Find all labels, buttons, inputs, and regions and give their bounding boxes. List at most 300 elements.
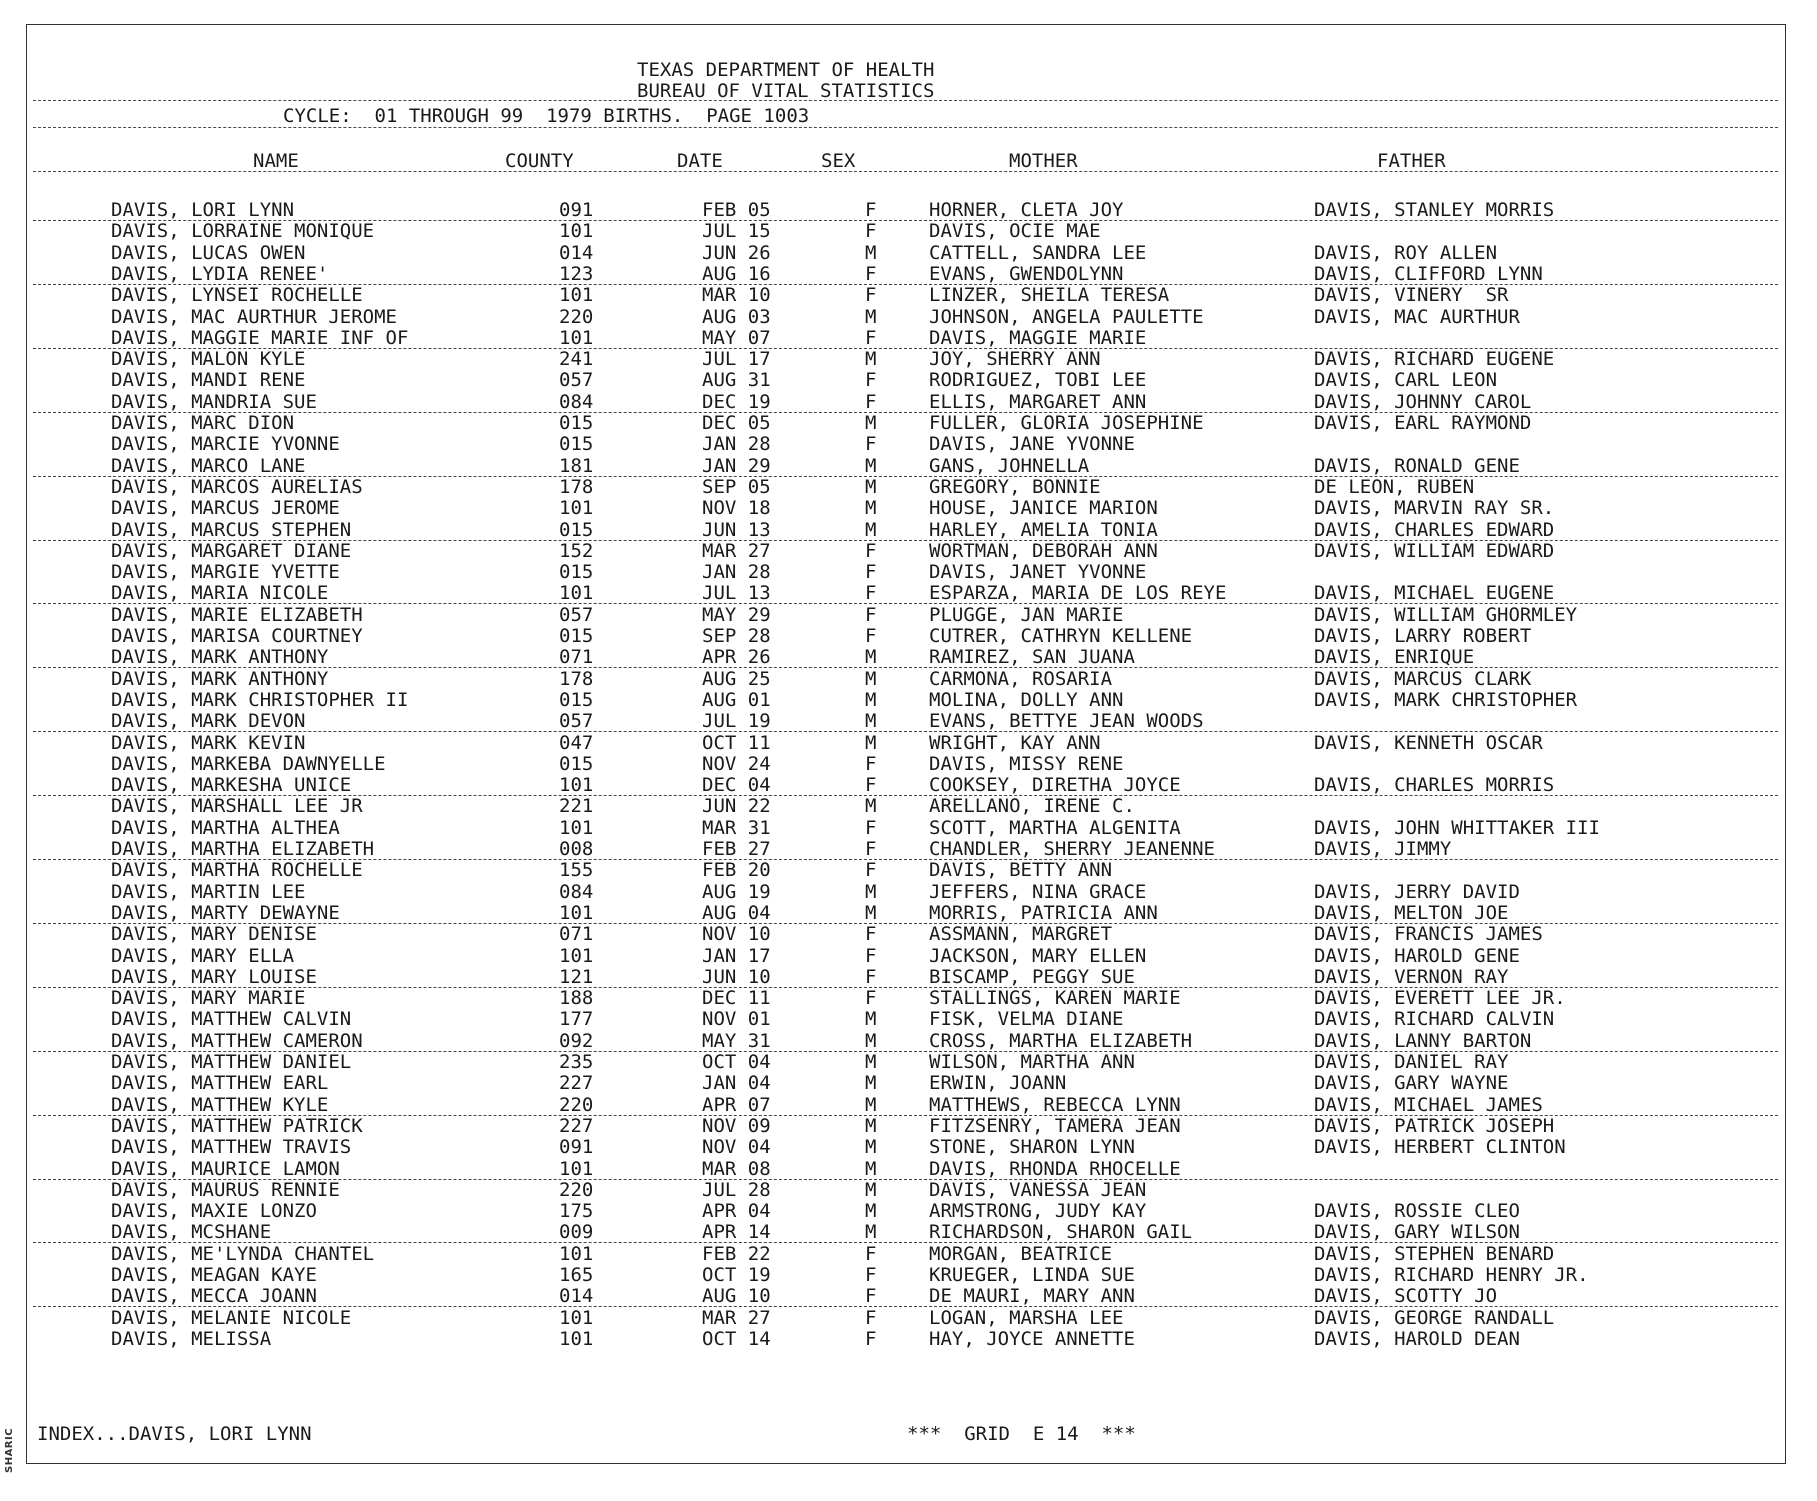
cell-mother: WILSON, MARTHA ANN — [929, 1051, 1135, 1073]
cell-sex: M — [865, 454, 877, 477]
cell-father: DAVIS, WILLIAM GHORMLEY — [1314, 603, 1578, 626]
cell-name: DAVIS, MARK ANTHONY — [111, 646, 329, 669]
cell-sex: M — [865, 475, 877, 498]
cell-father: DAVIS, JOHNNY CAROL — [1314, 390, 1532, 413]
cell-sex: F — [865, 625, 877, 647]
cell-sex: F — [865, 433, 877, 456]
cell-county: 057 — [559, 603, 594, 626]
cell-sex: M — [865, 1029, 877, 1052]
cell-county: 101 — [559, 901, 594, 924]
cell-father: DAVIS, JIMMY — [1314, 838, 1452, 860]
table-row — [27, 413, 1787, 434]
cell-county: 101 — [559, 1242, 594, 1265]
report-subtitle: BUREAU OF VITAL STATISTICS — [637, 80, 935, 102]
cell-mother: JOHNSON, ANGELA PAULETTE — [929, 305, 1204, 328]
cell-county: 047 — [559, 731, 594, 754]
cell-county: 091 — [559, 199, 594, 221]
cell-sex: M — [865, 795, 877, 818]
cell-mother: MORRIS, PATRICIA ANN — [929, 901, 1158, 924]
cell-father: DAVIS, EVERETT LEE JR. — [1314, 987, 1566, 1010]
cell-father: DAVIS, MARCUS CLARK — [1314, 667, 1532, 690]
cell-county: 071 — [559, 646, 594, 669]
cell-mother: CROSS, MARTHA ELIZABETH — [929, 1029, 1193, 1052]
table-row — [27, 1265, 1787, 1286]
cell-father: DAVIS, RICHARD HENRY JR. — [1314, 1264, 1589, 1286]
cell-mother: ASSMANN, MARGRET — [929, 923, 1113, 946]
cell-name: DAVIS, LUCAS OWEN — [111, 241, 306, 264]
cell-name: DAVIS, MECCA JOANN — [111, 1285, 317, 1308]
cell-mother: DE MAURI, MARY ANN — [929, 1285, 1135, 1308]
table-row — [27, 605, 1787, 626]
table-row — [27, 1031, 1787, 1052]
cell-mother: MATTHEWS, REBECCA LYNN — [929, 1093, 1181, 1116]
cell-name: DAVIS, MARGIE YVETTE — [111, 561, 340, 584]
cell-sex: F — [865, 859, 877, 882]
cell-date: JAN 28 — [702, 433, 771, 456]
cell-father: DAVIS, MELTON JOE — [1314, 901, 1509, 924]
table-row — [27, 264, 1787, 285]
cell-mother: STONE, SHARON LYNN — [929, 1136, 1135, 1159]
cell-mother: PLUGGE, JAN MARIE — [929, 603, 1124, 626]
table-row — [27, 967, 1787, 988]
cell-name: DAVIS, MATTHEW KYLE — [111, 1093, 329, 1116]
cell-county: 057 — [559, 710, 594, 733]
cell-mother: GREGORY, BONNIE — [929, 475, 1101, 498]
cell-county: 101 — [559, 326, 594, 349]
cell-date: MAR 31 — [702, 816, 771, 839]
cell-date: JUL 15 — [702, 220, 771, 243]
cell-date: MAY 07 — [702, 326, 771, 349]
cell-father: DAVIS, WILLIAM EDWARD — [1314, 539, 1555, 562]
cell-name: DAVIS, MARKEBA DAWNYELLE — [111, 752, 386, 775]
cell-date: FEB 05 — [702, 199, 771, 221]
cell-father: DAVIS, EARL RAYMOND — [1314, 412, 1532, 434]
cell-county: 101 — [559, 1306, 594, 1329]
cell-father: DAVIS, GARY WAYNE — [1314, 1072, 1509, 1095]
table-row — [27, 221, 1787, 242]
cell-name: DAVIS, MCSHANE — [111, 1221, 272, 1244]
cell-mother: JOY, SHERRY ANN — [929, 348, 1101, 371]
cell-father: DAVIS, CARL LEON — [1314, 369, 1498, 392]
cell-name: DAVIS, MARY MARIE — [111, 987, 306, 1010]
cell-date: NOV 10 — [702, 923, 771, 946]
side-tag: SHARIC — [4, 1427, 15, 1473]
cell-sex: M — [865, 1114, 877, 1137]
cell-county: 015 — [559, 412, 594, 434]
cell-sex: F — [865, 326, 877, 349]
cell-father: DAVIS, PATRICK JOSEPH — [1314, 1114, 1555, 1137]
cell-mother: GANS, JOHNELLA — [929, 454, 1090, 477]
table-row — [27, 669, 1787, 690]
cell-date: APR 14 — [702, 1221, 771, 1244]
cell-name: DAVIS, LYDIA RENEE' — [111, 262, 329, 285]
cell-name: DAVIS, MARK ANTHONY — [111, 667, 329, 690]
cell-sex: F — [865, 965, 877, 988]
table-row — [27, 1180, 1787, 1201]
cell-county: 181 — [559, 454, 594, 477]
cell-date: AUG 10 — [702, 1285, 771, 1308]
cell-county: 101 — [559, 774, 594, 797]
table-row — [27, 1095, 1787, 1116]
cell-mother: RODRIGUEZ, TOBI LEE — [929, 369, 1147, 392]
cell-sex: M — [865, 1093, 877, 1116]
cell-name: DAVIS, MELANIE NICOLE — [111, 1306, 352, 1329]
footer-index: INDEX...DAVIS, LORI LYNN — [37, 1423, 312, 1445]
cell-mother: JACKSON, MARY ELLEN — [929, 944, 1147, 967]
cell-county: 227 — [559, 1072, 594, 1095]
cell-date: DEC 04 — [702, 774, 771, 797]
cell-county: 101 — [559, 284, 594, 307]
cell-father: DAVIS, CHARLES MORRIS — [1314, 774, 1555, 797]
cell-mother: RAMIREZ, SAN JUANA — [929, 646, 1135, 669]
table-row — [27, 1308, 1787, 1329]
cell-county: 084 — [559, 880, 594, 903]
cell-name: DAVIS, MATTHEW DANIEL — [111, 1051, 352, 1073]
table-row — [27, 307, 1787, 328]
table-row — [27, 711, 1787, 732]
cell-sex: F — [865, 1327, 877, 1350]
cell-date: JAN 28 — [702, 561, 771, 584]
cell-name: DAVIS, MARTHA ROCHELLE — [111, 859, 363, 882]
cell-father: DAVIS, MAC AURTHUR — [1314, 305, 1520, 328]
cell-mother: EVANS, BETTYE JEAN WOODS — [929, 710, 1204, 733]
cell-date: SEP 05 — [702, 475, 771, 498]
cell-date: JUL 17 — [702, 348, 771, 371]
cell-date: FEB 20 — [702, 859, 771, 882]
cell-mother: FULLER, GLORIA JOSEPHINE — [929, 412, 1204, 434]
cell-county: 071 — [559, 923, 594, 946]
cell-county: 101 — [559, 1157, 594, 1180]
cell-sex: M — [865, 1051, 877, 1073]
cell-date: OCT 11 — [702, 731, 771, 754]
cell-father: DAVIS, HAROLD DEAN — [1314, 1327, 1520, 1350]
cell-date: JUL 19 — [702, 710, 771, 733]
table-row — [27, 839, 1787, 860]
table-row — [27, 754, 1787, 775]
cell-mother: ARELLANO, IRENE C. — [929, 795, 1135, 818]
cell-sex: F — [865, 923, 877, 946]
table-row — [27, 349, 1787, 370]
cell-mother: ELLIS, MARGARET ANN — [929, 390, 1147, 413]
cell-county: 155 — [559, 859, 594, 882]
table-row — [27, 1329, 1787, 1350]
cell-father: DAVIS, STEPHEN BENARD — [1314, 1242, 1555, 1265]
cell-mother: KRUEGER, LINDA SUE — [929, 1264, 1135, 1286]
cell-sex: M — [865, 1221, 877, 1244]
cell-sex: M — [865, 688, 877, 711]
cell-sex: M — [865, 1157, 877, 1180]
cell-name: DAVIS, MARY LOUISE — [111, 965, 317, 988]
cell-sex: F — [865, 838, 877, 860]
cell-county: 015 — [559, 518, 594, 541]
cell-date: FEB 22 — [702, 1242, 771, 1265]
cell-sex: F — [865, 774, 877, 797]
table-row — [27, 456, 1787, 477]
cell-father: DAVIS, RICHARD CALVIN — [1314, 1008, 1555, 1031]
table-row — [27, 370, 1787, 391]
cell-sex: F — [865, 369, 877, 392]
cell-name: DAVIS, MAURICE LAMON — [111, 1157, 340, 1180]
cell-date: JUL 13 — [702, 582, 771, 605]
cell-county: 220 — [559, 1178, 594, 1201]
cell-name: DAVIS, MARIA NICOLE — [111, 582, 329, 605]
cell-mother: LOGAN, MARSHA LEE — [929, 1306, 1124, 1329]
header-rule-top — [33, 100, 1778, 101]
cell-mother: EVANS, GWENDOLYNN — [929, 262, 1124, 285]
cell-name: DAVIS, MARY ELLA — [111, 944, 295, 967]
cell-father: DAVIS, KENNETH OSCAR — [1314, 731, 1543, 754]
cell-name: DAVIS, MARY DENISE — [111, 923, 317, 946]
cell-mother: HAY, JOYCE ANNETTE — [929, 1327, 1135, 1350]
cell-county: 009 — [559, 1221, 594, 1244]
cell-sex: M — [865, 880, 877, 903]
cell-name: DAVIS, MARCO LANE — [111, 454, 306, 477]
column-header-name: NAME — [253, 150, 299, 172]
cell-sex: M — [865, 1136, 877, 1159]
cell-county: 227 — [559, 1114, 594, 1137]
table-row — [27, 243, 1787, 264]
cell-father: DAVIS, SCOTTY JO — [1314, 1285, 1498, 1308]
cell-sex: F — [865, 561, 877, 584]
cell-date: JUN 10 — [702, 965, 771, 988]
cell-mother: DAVIS, JANET YVONNE — [929, 561, 1147, 584]
cell-date: AUG 01 — [702, 688, 771, 711]
cell-mother: WRIGHT, KAY ANN — [929, 731, 1101, 754]
table-row — [27, 626, 1787, 647]
cell-name: DAVIS, LORI LYNN — [111, 199, 295, 221]
cell-sex: M — [865, 348, 877, 371]
cell-mother: RICHARDSON, SHARON GAIL — [929, 1221, 1193, 1244]
cell-date: AUG 03 — [702, 305, 771, 328]
cell-name: DAVIS, MARGARET DIANE — [111, 539, 352, 562]
cell-sex: F — [865, 539, 877, 562]
cell-father: DAVIS, ENRIQUE — [1314, 646, 1475, 669]
cell-date: MAR 27 — [702, 539, 771, 562]
cell-mother: DAVIS, RHONDA RHOCELLE — [929, 1157, 1181, 1180]
cell-county: 175 — [559, 1200, 594, 1223]
cell-name: DAVIS, ME'LYNDA CHANTEL — [111, 1242, 375, 1265]
header-rule-mid — [33, 127, 1778, 128]
cell-mother: FITZSENRY, TAMERA JEAN — [929, 1114, 1181, 1137]
cell-father: DAVIS, MARK CHRISTOPHER — [1314, 688, 1578, 711]
cell-father: DAVIS, MICHAEL EUGENE — [1314, 582, 1555, 605]
cell-mother: ESPARZA, MARIA DE LOS REYE — [929, 582, 1227, 605]
cell-date: OCT 19 — [702, 1264, 771, 1286]
cell-name: DAVIS, MAURUS RENNIE — [111, 1178, 340, 1201]
cell-sex: F — [865, 220, 877, 243]
cell-mother: MOLINA, DOLLY ANN — [929, 688, 1124, 711]
cell-county: 235 — [559, 1051, 594, 1073]
cell-county: 178 — [559, 475, 594, 498]
cell-county: 188 — [559, 987, 594, 1010]
cell-sex: M — [865, 412, 877, 434]
cell-date: AUG 31 — [702, 369, 771, 392]
column-header-mother: MOTHER — [1009, 150, 1078, 172]
table-row — [27, 583, 1787, 604]
cell-name: DAVIS, MELISSA — [111, 1327, 272, 1350]
cell-date: JAN 29 — [702, 454, 771, 477]
table-row — [27, 1201, 1787, 1222]
table-row — [27, 1009, 1787, 1030]
cell-father: DAVIS, CHARLES EDWARD — [1314, 518, 1555, 541]
cell-sex: F — [865, 1242, 877, 1265]
table-row — [27, 392, 1787, 413]
table-row — [27, 1052, 1787, 1073]
cell-name: DAVIS, MARK DEVON — [111, 710, 306, 733]
cell-county: 101 — [559, 220, 594, 243]
cell-name: DAVIS, MARTIN LEE — [111, 880, 306, 903]
cell-father: DAVIS, RONALD GENE — [1314, 454, 1520, 477]
cell-name: DAVIS, MARCUS JEROME — [111, 497, 340, 520]
cell-date: NOV 18 — [702, 497, 771, 520]
table-row — [27, 1137, 1787, 1158]
cell-county: 057 — [559, 369, 594, 392]
cell-sex: M — [865, 1200, 877, 1223]
cell-name: DAVIS, MARKESHA UNICE — [111, 774, 352, 797]
cell-mother: DAVIS, OCIE MAE — [929, 220, 1101, 243]
cell-sex: M — [865, 1072, 877, 1095]
table-row — [27, 733, 1787, 754]
table-row — [27, 1244, 1787, 1265]
cell-date: AUG 19 — [702, 880, 771, 903]
cell-county: 015 — [559, 625, 594, 647]
cell-name: DAVIS, LYNSEI ROCHELLE — [111, 284, 363, 307]
cell-date: OCT 14 — [702, 1327, 771, 1350]
table-row — [27, 541, 1787, 562]
table-row — [27, 1116, 1787, 1137]
cell-county: 015 — [559, 433, 594, 456]
cell-county: 101 — [559, 816, 594, 839]
cell-father: DAVIS, FRANCIS JAMES — [1314, 923, 1543, 946]
cell-father: DAVIS, STANLEY MORRIS — [1314, 199, 1555, 221]
cell-sex: F — [865, 284, 877, 307]
cell-name: DAVIS, MARC DION — [111, 412, 295, 434]
cell-county: 178 — [559, 667, 594, 690]
cell-sex: F — [865, 603, 877, 626]
cell-date: NOV 09 — [702, 1114, 771, 1137]
cell-county: 101 — [559, 944, 594, 967]
cell-father: DAVIS, CLIFFORD LYNN — [1314, 262, 1543, 285]
cell-mother: MORGAN, BEATRICE — [929, 1242, 1113, 1265]
cell-date: AUG 16 — [702, 262, 771, 285]
cell-sex: F — [865, 987, 877, 1010]
cell-sex: M — [865, 497, 877, 520]
cell-county: 177 — [559, 1008, 594, 1031]
cell-county: 014 — [559, 241, 594, 264]
cell-sex: F — [865, 944, 877, 967]
cell-date: NOV 04 — [702, 1136, 771, 1159]
cell-mother: CARMONA, ROSARIA — [929, 667, 1113, 690]
cell-mother: ARMSTRONG, JUDY KAY — [929, 1200, 1147, 1223]
cell-name: DAVIS, MATTHEW TRAVIS — [111, 1136, 352, 1159]
cell-name: DAVIS, MARK CHRISTOPHER II — [111, 688, 409, 711]
cell-county: 241 — [559, 348, 594, 371]
cell-date: AUG 25 — [702, 667, 771, 690]
cell-mother: DAVIS, JANE YVONNE — [929, 433, 1135, 456]
cell-mother: DAVIS, MAGGIE MARIE — [929, 326, 1147, 349]
cell-date: MAY 29 — [702, 603, 771, 626]
cell-county: 220 — [559, 1093, 594, 1116]
cell-county: 015 — [559, 688, 594, 711]
table-row — [27, 200, 1787, 221]
document-sheet — [26, 24, 1786, 1464]
table-row — [27, 946, 1787, 967]
cell-date: MAY 31 — [702, 1029, 771, 1052]
cell-name: DAVIS, MEAGAN KAYE — [111, 1264, 317, 1286]
table-row — [27, 1159, 1787, 1180]
cell-name: DAVIS, MARK KEVIN — [111, 731, 306, 754]
cell-sex: F — [865, 752, 877, 775]
cell-name: DAVIS, MARTY DEWAYNE — [111, 901, 340, 924]
cell-date: APR 07 — [702, 1093, 771, 1116]
table-row — [27, 328, 1787, 349]
cell-name: DAVIS, LORRAINE MONIQUE — [111, 220, 375, 243]
cell-county: 084 — [559, 390, 594, 413]
cell-county: 152 — [559, 539, 594, 562]
cell-date: MAR 27 — [702, 1306, 771, 1329]
cell-sex: F — [865, 816, 877, 839]
cell-county: 220 — [559, 305, 594, 328]
cell-mother: JEFFERS, NINA GRACE — [929, 880, 1147, 903]
cell-father: DAVIS, HERBERT CLINTON — [1314, 1136, 1566, 1159]
cell-date: FEB 27 — [702, 838, 771, 860]
cell-sex: M — [865, 901, 877, 924]
cell-sex: F — [865, 1285, 877, 1308]
cell-mother: FISK, VELMA DIANE — [929, 1008, 1124, 1031]
table-row — [27, 647, 1787, 668]
cell-county: 101 — [559, 1327, 594, 1350]
cell-county: 221 — [559, 795, 594, 818]
cell-county: 123 — [559, 262, 594, 285]
cell-name: DAVIS, MAXIE LONZO — [111, 1200, 317, 1223]
cell-date: APR 26 — [702, 646, 771, 669]
cell-sex: M — [865, 646, 877, 669]
cell-mother: WORTMAN, DEBORAH ANN — [929, 539, 1158, 562]
column-header-county: COUNTY — [505, 150, 574, 172]
cell-date: SEP 28 — [702, 625, 771, 647]
cell-name: DAVIS, MARCUS STEPHEN — [111, 518, 352, 541]
cell-date: JAN 04 — [702, 1072, 771, 1095]
cell-father: DAVIS, MARVIN RAY SR. — [1314, 497, 1555, 520]
cell-name: DAVIS, MARCIE YVONNE — [111, 433, 340, 456]
cell-mother: HORNER, CLETA JOY — [929, 199, 1124, 221]
cell-county: 015 — [559, 752, 594, 775]
cell-sex: M — [865, 1008, 877, 1031]
cell-name: DAVIS, MALON KYLE — [111, 348, 306, 371]
cell-county: 101 — [559, 582, 594, 605]
cell-county: 165 — [559, 1264, 594, 1286]
column-header-date: DATE — [677, 150, 723, 172]
cell-date: DEC 11 — [702, 987, 771, 1010]
cell-sex: M — [865, 1178, 877, 1201]
table-row — [27, 562, 1787, 583]
cell-father: DAVIS, JOHN WHITTAKER III — [1314, 816, 1600, 839]
cell-county: 092 — [559, 1029, 594, 1052]
cell-father: DAVIS, LARRY ROBERT — [1314, 625, 1532, 647]
cell-name: DAVIS, MANDI RENE — [111, 369, 306, 392]
cell-sex: M — [865, 667, 877, 690]
cell-county: 121 — [559, 965, 594, 988]
cell-sex: M — [865, 731, 877, 754]
cell-date: JUN 22 — [702, 795, 771, 818]
table-row — [27, 434, 1787, 455]
cell-date: MAR 08 — [702, 1157, 771, 1180]
table-row — [27, 1222, 1787, 1243]
cell-county: 101 — [559, 497, 594, 520]
cell-name: DAVIS, MARTHA ELIZABETH — [111, 838, 375, 860]
cell-father: DAVIS, MICHAEL JAMES — [1314, 1093, 1543, 1116]
table-row — [27, 1073, 1787, 1094]
